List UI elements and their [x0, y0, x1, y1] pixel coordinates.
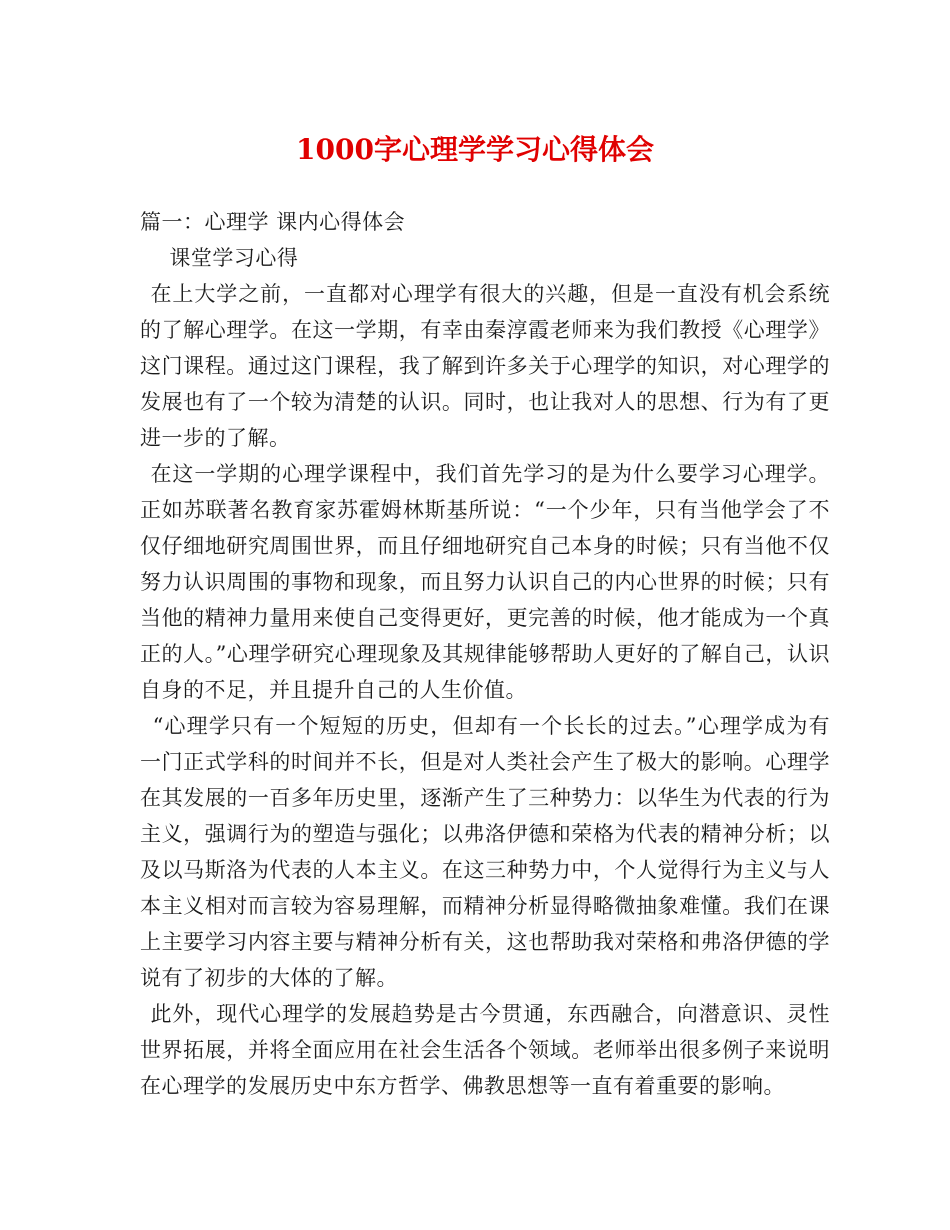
paragraph-3: “心理学只有一个短短的历史，但却有一个长长的过去。”心理学成为有一门正式学科的时间并不长，但是对人类社会产生了极大的影响。心理学在其发展的一百多年历史里，逐渐产生了三种势力：以华生为代表的行为主义，强调行为的塑造与强化；以弗洛伊德和荣格为代表的精神分析；以及以马斯洛为代表的人本主义。在这三种势力中，个人觉得行为主义与人本主义相对而言较为容易理解，而精神分析显得略微抽象难懂。我们在课上主要学习内容主要与精神分析有关，这也帮助我对荣格和弗洛伊德的学说有了初步的大体的了解。	[140, 714, 830, 990]
document-body	[140, 204, 830, 1104]
sub-heading: 课堂学习心得	[169, 246, 299, 270]
paragraph-1: 在上大学之前，一直都对心理学有很大的兴趣，但是一直没有机会系统的了解心理学。在这一学期，有幸由秦淳霞老师来为我们教授《心理学》这门课程。通过这门课程，我了解到许多关于心理学的知识，对心理学的发展也有了一个较为清楚的认识。同时，也让我对人的思想、行为有了更进一步的了解。	[140, 282, 830, 450]
paragraph-4: 此外，现代心理学的发展趋势是古今贯通，东西融合，向潜意识、灵性世界拓展，并将全面应用在社会生活各个领域。老师举出很多例子来说明在心理学的发展历史中东方哲学、佛教思想等一直有着重要的影响。	[140, 1002, 830, 1098]
paragraph-2: 在这一学期的心理学课程中，我们首先学习的是为什么要学习心理学。正如苏联著名教育家苏霍姆林斯基所说：“一个少年，只有当他学会了不仅仔细地研究周围世界，而且仔细地研究自己本身的时候；只有当他不仅努力认识周围的事物和现象，而且努力认识自己的内心世界的时候；只有当他的精神力量用来使自己变得更好，更完善的时候，他才能成为一个真正的人。”心理学研究心理现象及其规律能够帮助人更好的了解自己，认识自身的不足，并且提升自己的人生价值。	[140, 462, 830, 702]
section-heading: 篇一：心理学 课内心得体会	[140, 210, 406, 234]
document-title: 1000字心理学学习心得体会	[296, 133, 654, 166]
